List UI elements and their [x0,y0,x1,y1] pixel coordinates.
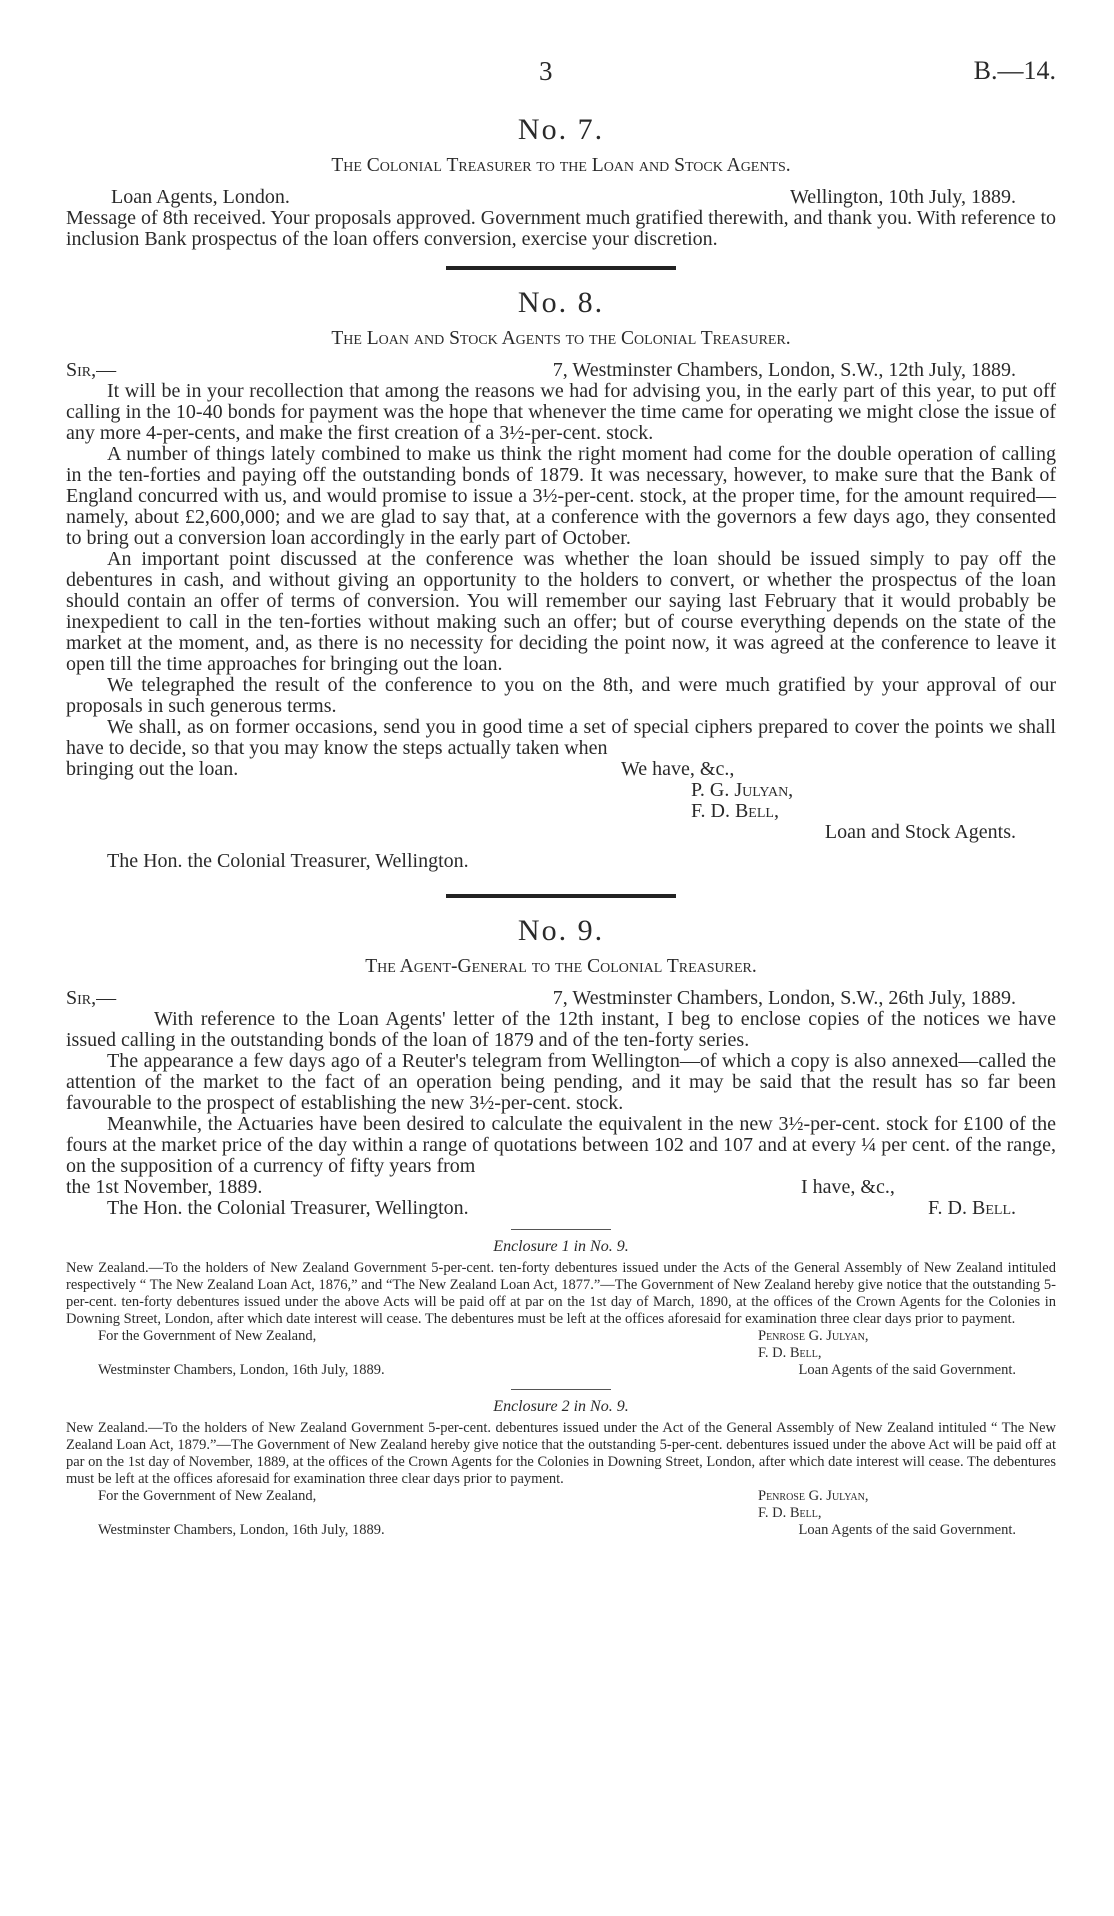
paragraph: Meanwhile, the Actuaries have been desired to calculate the equivalent in the new 3½-per-cent. stock for £100 of the fours at the market price of the day within a range of quotations between 102 and 107 and at every ¼ per cent. of the range, on the supposition of a currency of fifty years from [66,1113,1056,1177]
signatory: F. D. Bell. [928,1197,1016,1219]
enclosure-heading: Enclosure 2 in No. 9. [493,1398,629,1415]
signatory: Penrose G. Julyan, [758,1488,869,1504]
signatory: F. D. Bell, [758,1505,822,1521]
signature-line [66,801,1056,822]
letter-no8 [66,286,1056,872]
letter-no7 [66,113,1056,250]
enclosure-sign-row [66,1488,1056,1505]
enclosure-1 [66,1238,1056,1379]
addressee: The Hon. the Colonial Treasurer, Wellington. [107,850,469,872]
signatory: F. D. Bell, [691,800,779,822]
place-date: Wellington, 10th July, 1889. [790,186,1016,208]
address-line [66,187,1056,208]
signature-line [66,780,1056,801]
closing: I have, &c., [801,1176,895,1198]
message-body: Message of 8th received. Your proposals approved. Government much gratified therewith, and thank you. With reference to inclusion Bank prospectus of the loan offers conversion, exercise your discretion. [66,207,1056,250]
letter-number: No. 8. [517,286,605,319]
closing: We have, &c., [621,758,735,780]
enclosure-body: New Zealand.—To the holders of New Zealand Government 5-per-cent. ten-forty debentures issued under the Acts of the General Assembly of New Zealand intituled respectively “ The New Zealand Loan Act, 1876,” and “The New Zealand Loan Act, 1877.”—The Government of New Zealand hereby give notice that the outstanding 5-per-cent. ten-forty debentures issued under the above Acts will be paid off at par on the 1st day of March, 1890, at the offices of the Crown Agents for the Colonies in Downing Street, London, after which date interest will cease. The debentures must be left at the offices aforesaid for examination three clear days prior to payment. [66,1260,1056,1327]
letter-title: The Loan and Stock Agents to the Colonial Treasurer. [331,328,791,349]
letter-number: No. 7. [517,113,605,146]
signatory: Penrose G. Julyan, [758,1328,869,1344]
enclosure-divider [511,1389,611,1390]
enclosure-sign-row [66,1505,1056,1522]
closing-line [66,759,1056,780]
role: Loan Agents of the said Government. [798,1362,1016,1378]
addressee: The Hon. the Colonial Treasurer, Wellington. [107,1197,469,1219]
salutation: Sir,— [66,359,117,381]
closing-line [66,1177,1056,1198]
paragraph: A number of things lately combined to make us think the right moment had come for the double operation of calling in the ten-forties and paying off the outstanding bonds of 1879. It was necessary, however, to make sure that the Bank of England concurred with us, and would promise to issue a 3½-per-cent. stock, at the proper time, for the amount required—namely, about £2,600,000; and we are glad to say that, at a conference with the governors a few days ago, they consented to bring out a conversion loan accordingly in the early part of October. [66,443,1056,549]
salutation-line [66,360,1056,381]
place-date: 7, Westminster Chambers, London, S.W., 12th July, 1889. [552,359,1016,381]
last-line: the 1st November, 1889. [66,1176,263,1198]
signatory: F. D. Bell, [758,1345,822,1361]
letter-no9 [66,914,1056,1219]
letter-title: The Agent-General to the Colonial Treasurer. [365,956,757,977]
paragraph: The appearance a few days ago of a Reuter's telegram from Wellington—of which a copy is also annexed—called the attention of the market to the fact of an operation being pending, and it may be said that the result has so far been favourable to the prospect of establishing the new 3½-per-cent. stock. [66,1050,1056,1114]
letter-title: The Colonial Treasurer to the Loan and Stock Agents. [331,155,791,176]
enclosure-sign-row [66,1522,1056,1539]
place-date: Westminster Chambers, London, 16th July, 1889. [98,1362,385,1378]
role: Loan Agents of the said Government. [798,1522,1016,1538]
addressee-line [66,851,1056,872]
enclosure-sign-row [66,1362,1056,1379]
paragraph: An important point discussed at the conference was whether the loan should be issued simply to pay off the debentures in cash, and without giving an opportunity to the holders to convert, or whether the prospectus of the loan should contain an offer of terms of conversion. You will remember our saying last February that it would probably be inexpedient to call in the ten-forties without making such an offer; but of course everything depends on the state of the market at the moment, and, as there is no necessity for deciding the point now, it was agreed at the conference to leave it open till the time approaches for bringing out the loan. [66,548,1056,675]
paragraph: We telegraphed the result of the conference to you on the 8th, and were much gratified by your approval of our proposals in such generous terms. [66,674,1056,717]
last-line: bringing out the loan. [66,758,239,780]
document-reference: B.—14. [973,56,1056,85]
paragraph: We shall, as on former occasions, send you in good time a set of special ciphers prepared to cover the points we shall have to decide, so that you may know the steps actually taken when [66,716,1056,759]
signatory-title: Loan and Stock Agents. [824,821,1016,843]
letter-number: No. 9. [517,914,605,947]
enclosure-divider [511,1229,611,1230]
for-line: For the Government of New Zealand, [98,1488,317,1504]
enclosure-sign-row [66,1345,1056,1362]
enclosure-heading: Enclosure 1 in No. 9. [493,1238,629,1255]
document-page [66,0,1056,1539]
for-line: For the Government of New Zealand, [98,1328,317,1344]
signatory: P. G. Julyan, [691,779,794,801]
place-date: Westminster Chambers, London, 16th July, 1889. [98,1522,385,1538]
page-header [66,0,1056,105]
paragraph: With reference to the Loan Agents' letter of the 12th instant, I beg to enclose copies of the notices we have issued calling in the outstanding bonds of the loan of 1879 and of the ten-forty series. [66,1008,1056,1051]
recipient: Loan Agents, London. [111,186,290,208]
section-divider [446,266,676,270]
addressee-line [66,1198,1056,1219]
signature-line [66,822,1056,843]
salutation: Sir,— [66,987,117,1009]
place-date: 7, Westminster Chambers, London, S.W., 26th July, 1889. [552,987,1016,1009]
enclosure-body: New Zealand.—To the holders of New Zealand Government 5-per-cent. debentures issued under the Act of the General Assembly of New Zealand intituled “ The New Zealand Loan Act, 1879.”—The Government of New Zealand hereby give notice that the outstanding 5-per-cent. debentures issued under the above Act will be paid off at par on the 1st day of November, 1889, at the offices of the Crown Agents for the Colonies in Downing Street, London, after which date interest will cease. The debentures must be left at the offices aforesaid for examination three clear days prior to payment. [66,1420,1056,1487]
enclosure-2 [66,1398,1056,1539]
enclosure-sign-row [66,1328,1056,1345]
salutation-line [66,988,1056,1009]
page-number: 3 [539,56,553,86]
section-divider [446,894,676,898]
paragraph: It will be in your recollection that among the reasons we had for advising you, in the early part of this year, to put off calling in the 10-40 bonds for payment was the hope that whenever the time came for operating we might close the issue of any more 4-per-cents, and make the first creation of a 3½-per-cent. stock. [66,380,1056,444]
